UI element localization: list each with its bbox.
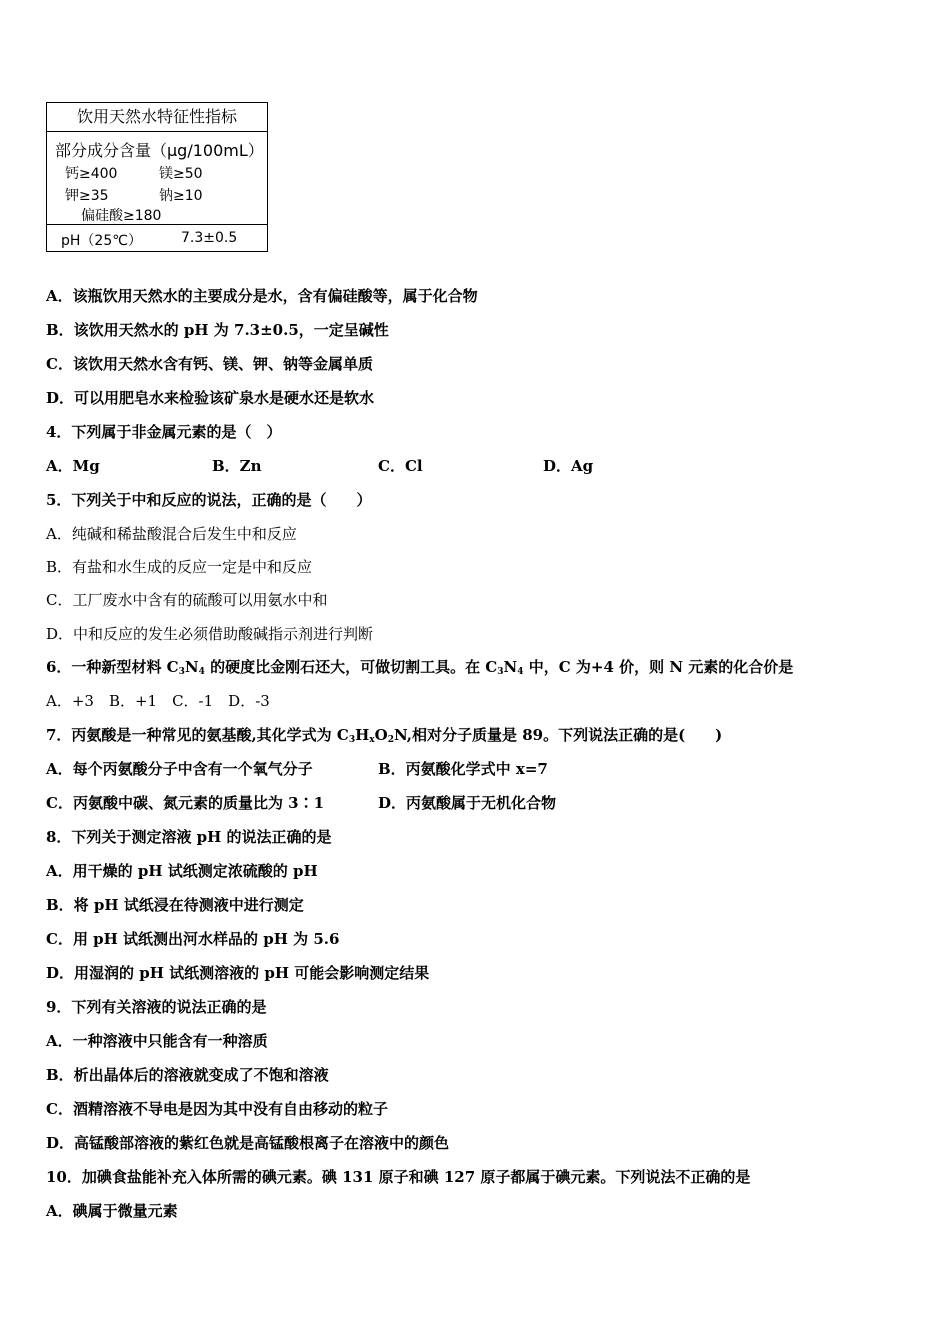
q5-option-c: C．工厂废水中含有的硫酸可以用氨水中和 [46,591,328,609]
q8-option-c: C．用 pH 试纸测出河水样品的 pH 为 5.6 [46,930,340,948]
water-label-table [46,102,268,252]
q7-stem-pre: 7．丙氨酸是一种常见的氨基酸,其化学式为 C [46,726,349,744]
q10-option-a: A．碘属于微量元素 [46,1202,178,1220]
q8-option-d: D．用湿润的 pH 试纸测溶液的 pH 可能会影响测定结果 [46,964,430,982]
q7-sub: 2 [387,735,394,745]
q6-sub: 4 [198,667,205,677]
q6-sub: 3 [497,667,504,677]
q9-stem: 9．下列有关溶液的说法正确的是 [46,998,267,1016]
q7-stem-part: H [355,726,370,744]
q6-stem-post: 中，C 为+4 价，则 N 元素的化合价是 [523,658,794,676]
label-ph-label: pH（25℃） [61,233,142,249]
q4-option-d: D．Ag [543,457,594,475]
q6-stem-part: 的硬度比金刚石还大，可做切割工具。在 C [204,658,498,676]
q7-sub: 3 [348,735,356,745]
q9-option-d: D．高锰酸部溶液的紫红色就是高锰酸根离子在溶液中的颜色 [46,1134,450,1152]
label-calcium: 钙≥400 [65,166,118,182]
q5-option-b: B．有盐和水生成的反应一定是中和反应 [46,558,313,576]
q7-option-b: B．丙氨酸化学式中 x=7 [378,760,548,778]
q3-option-c: C．该饮用天然水含有钙、镁、钾、钠等金属单质 [46,355,373,373]
q8-stem: 8．下列关于测定溶液 pH 的说法正确的是 [46,828,332,846]
q7-option-a: A．每个丙氨酸分子中含有一个氧气分子 [46,760,313,778]
q6-stem-part: N [184,658,199,676]
label-potassium: 钾≥35 [65,188,109,204]
label-title: 饮用天然水特征性指标 [47,103,267,132]
q9-option-b: B．析出晶体后的溶液就变成了不饱和溶液 [46,1066,329,1084]
q7-option-c: C．丙氨酸中碳、氮元素的质量比为 3∶1 [46,794,325,812]
q6-stem-pre: 6．一种新型材料 C [46,658,179,676]
q6-sub: 3 [178,667,185,677]
q6-stem-part: N [503,658,518,676]
q3-option-b: B．该饮用天然水的 pH 为 7.3±0.5，一定呈碱性 [46,321,389,339]
q3-option-a: A．该瓶饮用天然水的主要成分是水，含有偏硅酸等，属于化合物 [46,287,478,305]
label-magnesium: 镁≥50 [159,166,203,182]
q6-sub: 4 [517,667,524,677]
q6-stem [46,657,793,677]
q9-option-c: C．酒精溶液不导电是因为其中没有自由移动的粒子 [46,1100,388,1118]
q5-option-a: A．纯碱和稀盐酸混合后发生中和反应 [46,525,297,543]
label-ph-row [47,224,267,251]
label-metasilicic: 偏硅酸≥180 [81,208,162,224]
q4-stem: 4．下列属于非金属元素的是（ ） [46,423,282,441]
q4-option-a: A．Mg [46,457,100,475]
q5-stem: 5．下列关于中和反应的说法，正确的是（ ） [46,491,372,509]
q10-stem: 10．加碘食盐能补充入体所需的碘元素。碘 131 原子和碘 127 原子都属于碘元素。下列说法不正确的是 [46,1168,751,1186]
q3-option-d: D．可以用肥皂水来检验该矿泉水是硬水还是软水 [46,389,375,407]
label-ph-value: 7.3±0.5 [181,230,238,246]
q7-stem [46,725,722,745]
q6-options: A．+3 B．+1 C．-1 D．-3 [46,692,270,710]
q4-option-b: B．Zn [212,457,262,475]
q7-option-d: D．丙氨酸属于无机化合物 [378,794,557,812]
q9-option-a: A．一种溶液中只能含有一种溶质 [46,1032,268,1050]
q7-stem-post: N,相对分子质量是 89。下列说法正确的是( ) [394,726,723,744]
q7-stem-part: O [374,726,388,744]
q4-option-c: C．Cl [378,457,423,475]
q7-sub: x [369,735,375,745]
label-subtitle: 部分成分含量（μg/100mL） [55,141,264,160]
q5-option-d: D．中和反应的发生必须借助酸碱指示剂进行判断 [46,625,374,643]
q8-option-b: B．将 pH 试纸浸在待测液中进行测定 [46,896,304,914]
q8-option-a: A．用干燥的 pH 试纸测定浓硫酸的 pH [46,862,318,880]
label-sodium: 钠≥10 [159,188,203,204]
